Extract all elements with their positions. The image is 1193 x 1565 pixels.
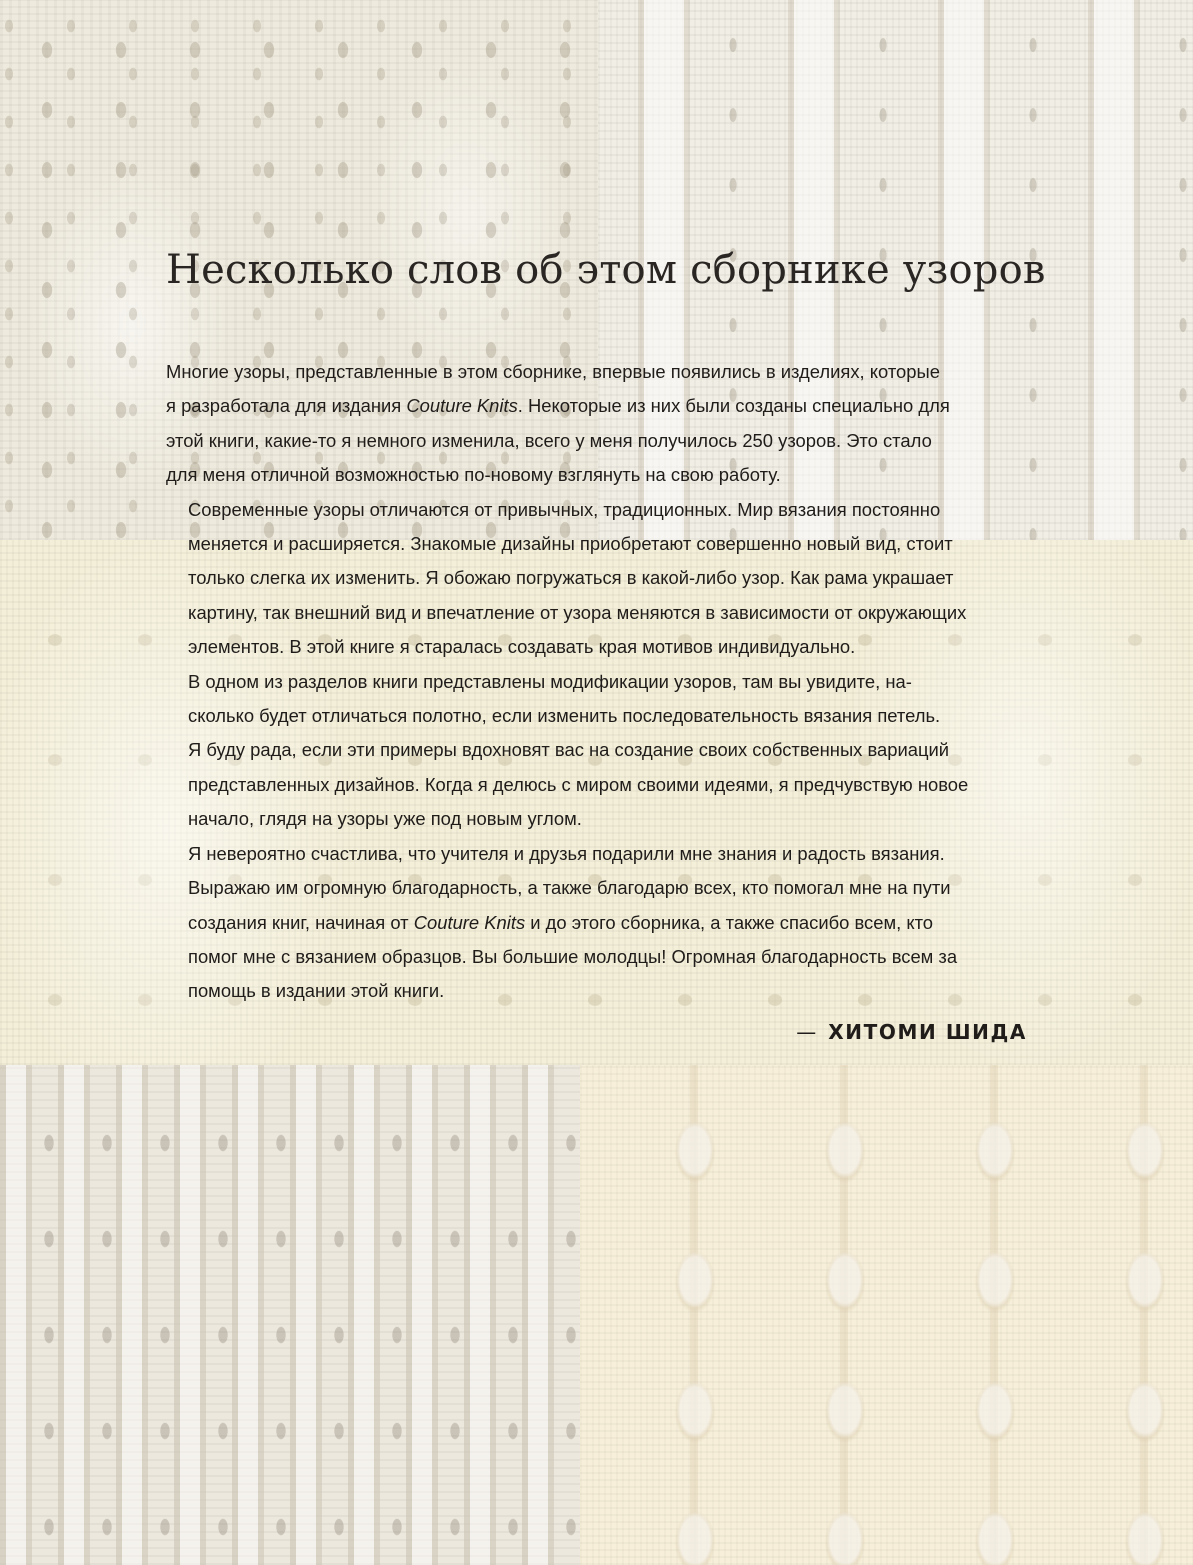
text-line: [166, 768, 1036, 802]
book-title-italic: Couture Knits: [413, 911, 526, 933]
book-title-italic: Couture Knits: [406, 395, 518, 417]
text-line: [166, 458, 1036, 492]
text-line: [166, 493, 1036, 527]
text-line: [166, 837, 1036, 871]
text-segment: элементов. В этой книге я старалась создавать края мотивов индивидуально.: [188, 636, 856, 658]
rib-swatch-image: [0, 1065, 580, 1565]
text-line: [166, 974, 1036, 1008]
text-segment: я разработала для издания: [166, 395, 407, 417]
text-segment: . Некоторые из них были созданы специально для: [517, 395, 950, 417]
text-line: [166, 527, 1036, 561]
text-segment: представленных дизайнов. Когда я делюсь с миром своими идеями, я предчувствую новое: [188, 773, 969, 795]
text-segment: В одном из разделов книги представлены модификации узоров, там вы увидите, на-: [188, 670, 912, 692]
text-line: [166, 940, 1036, 974]
text-segment: Многие узоры, представленные в этом сборнике, впервые появились в изделиях, которые: [166, 361, 940, 382]
paragraph: [166, 355, 1036, 493]
text-line: [166, 561, 1036, 595]
text-segment: начало, глядя на узоры уже под новым углом.: [188, 808, 582, 830]
text-line: [166, 355, 1036, 389]
text-segment: помощь в издании этой книги.: [188, 980, 445, 1002]
text-segment: Я буду рада, если эти примеры вдохновят вас на создание своих собственных вариаций: [188, 739, 950, 761]
text-line: [166, 733, 1036, 767]
text-line: [166, 424, 1036, 458]
paragraph: [166, 837, 1036, 1009]
text-segment: картину, так внешний вид и впечатление от узора меняются в зависимости от окружающих: [188, 601, 967, 623]
text-segment: этой книги, какие-то я немного изменила, всего у меня получилось 250 узоров. Это стало: [166, 429, 932, 451]
text-segment: только слегка их изменить. Я обожаю погружаться в какой-либо узор. Как рама украшает: [188, 567, 954, 589]
text-segment: Выражаю им огромную благодарность, а также благодарю всех, кто помогал мне на пути: [188, 877, 951, 899]
text-line: [166, 389, 1036, 423]
text-line: [166, 871, 1036, 905]
text-line: [166, 802, 1036, 836]
text-segment: создания книг, начиная от: [188, 911, 414, 933]
text-line: [166, 906, 1036, 940]
text-line: [166, 596, 1036, 630]
text-segment: меняется и расширяется. Знакомые дизайны приобретают совершенно новый вид, стоит: [188, 533, 953, 555]
paragraph: [166, 665, 1036, 837]
text-line: [166, 665, 1036, 699]
author-name: ХИТОМИ ШИДА: [828, 1020, 1027, 1044]
paragraph: [166, 493, 1036, 665]
text-segment: и до этого сборника, а также спасибо всем, кто: [525, 911, 934, 933]
text-line: [166, 630, 1036, 664]
article-body: [166, 355, 1036, 1009]
text-segment: сколько будет отличаться полотно, если изменить последовательность вязания петель.: [188, 705, 941, 727]
author-signature: [796, 1014, 1027, 1050]
page-title: Несколько слов об этом сборнике узоров: [166, 247, 1046, 293]
text-segment: помог мне с вязанием образцов. Вы большие молодцы! Огромная благодарность всем за: [188, 945, 958, 967]
text-segment: для меня отличной возможностью по-новому взглянуть на свою работу.: [166, 464, 781, 486]
bobble-cable-swatch-image: [580, 1065, 1193, 1565]
text-line: [166, 699, 1036, 733]
text-segment: Современные узоры отличаются от привычных, традиционных. Мир вязания постоянно: [188, 498, 941, 520]
signature-dash: —: [796, 1020, 817, 1044]
text-segment: Я невероятно счастлива, что учителя и друзья подарили мне знания и радость вязания.: [188, 842, 945, 864]
